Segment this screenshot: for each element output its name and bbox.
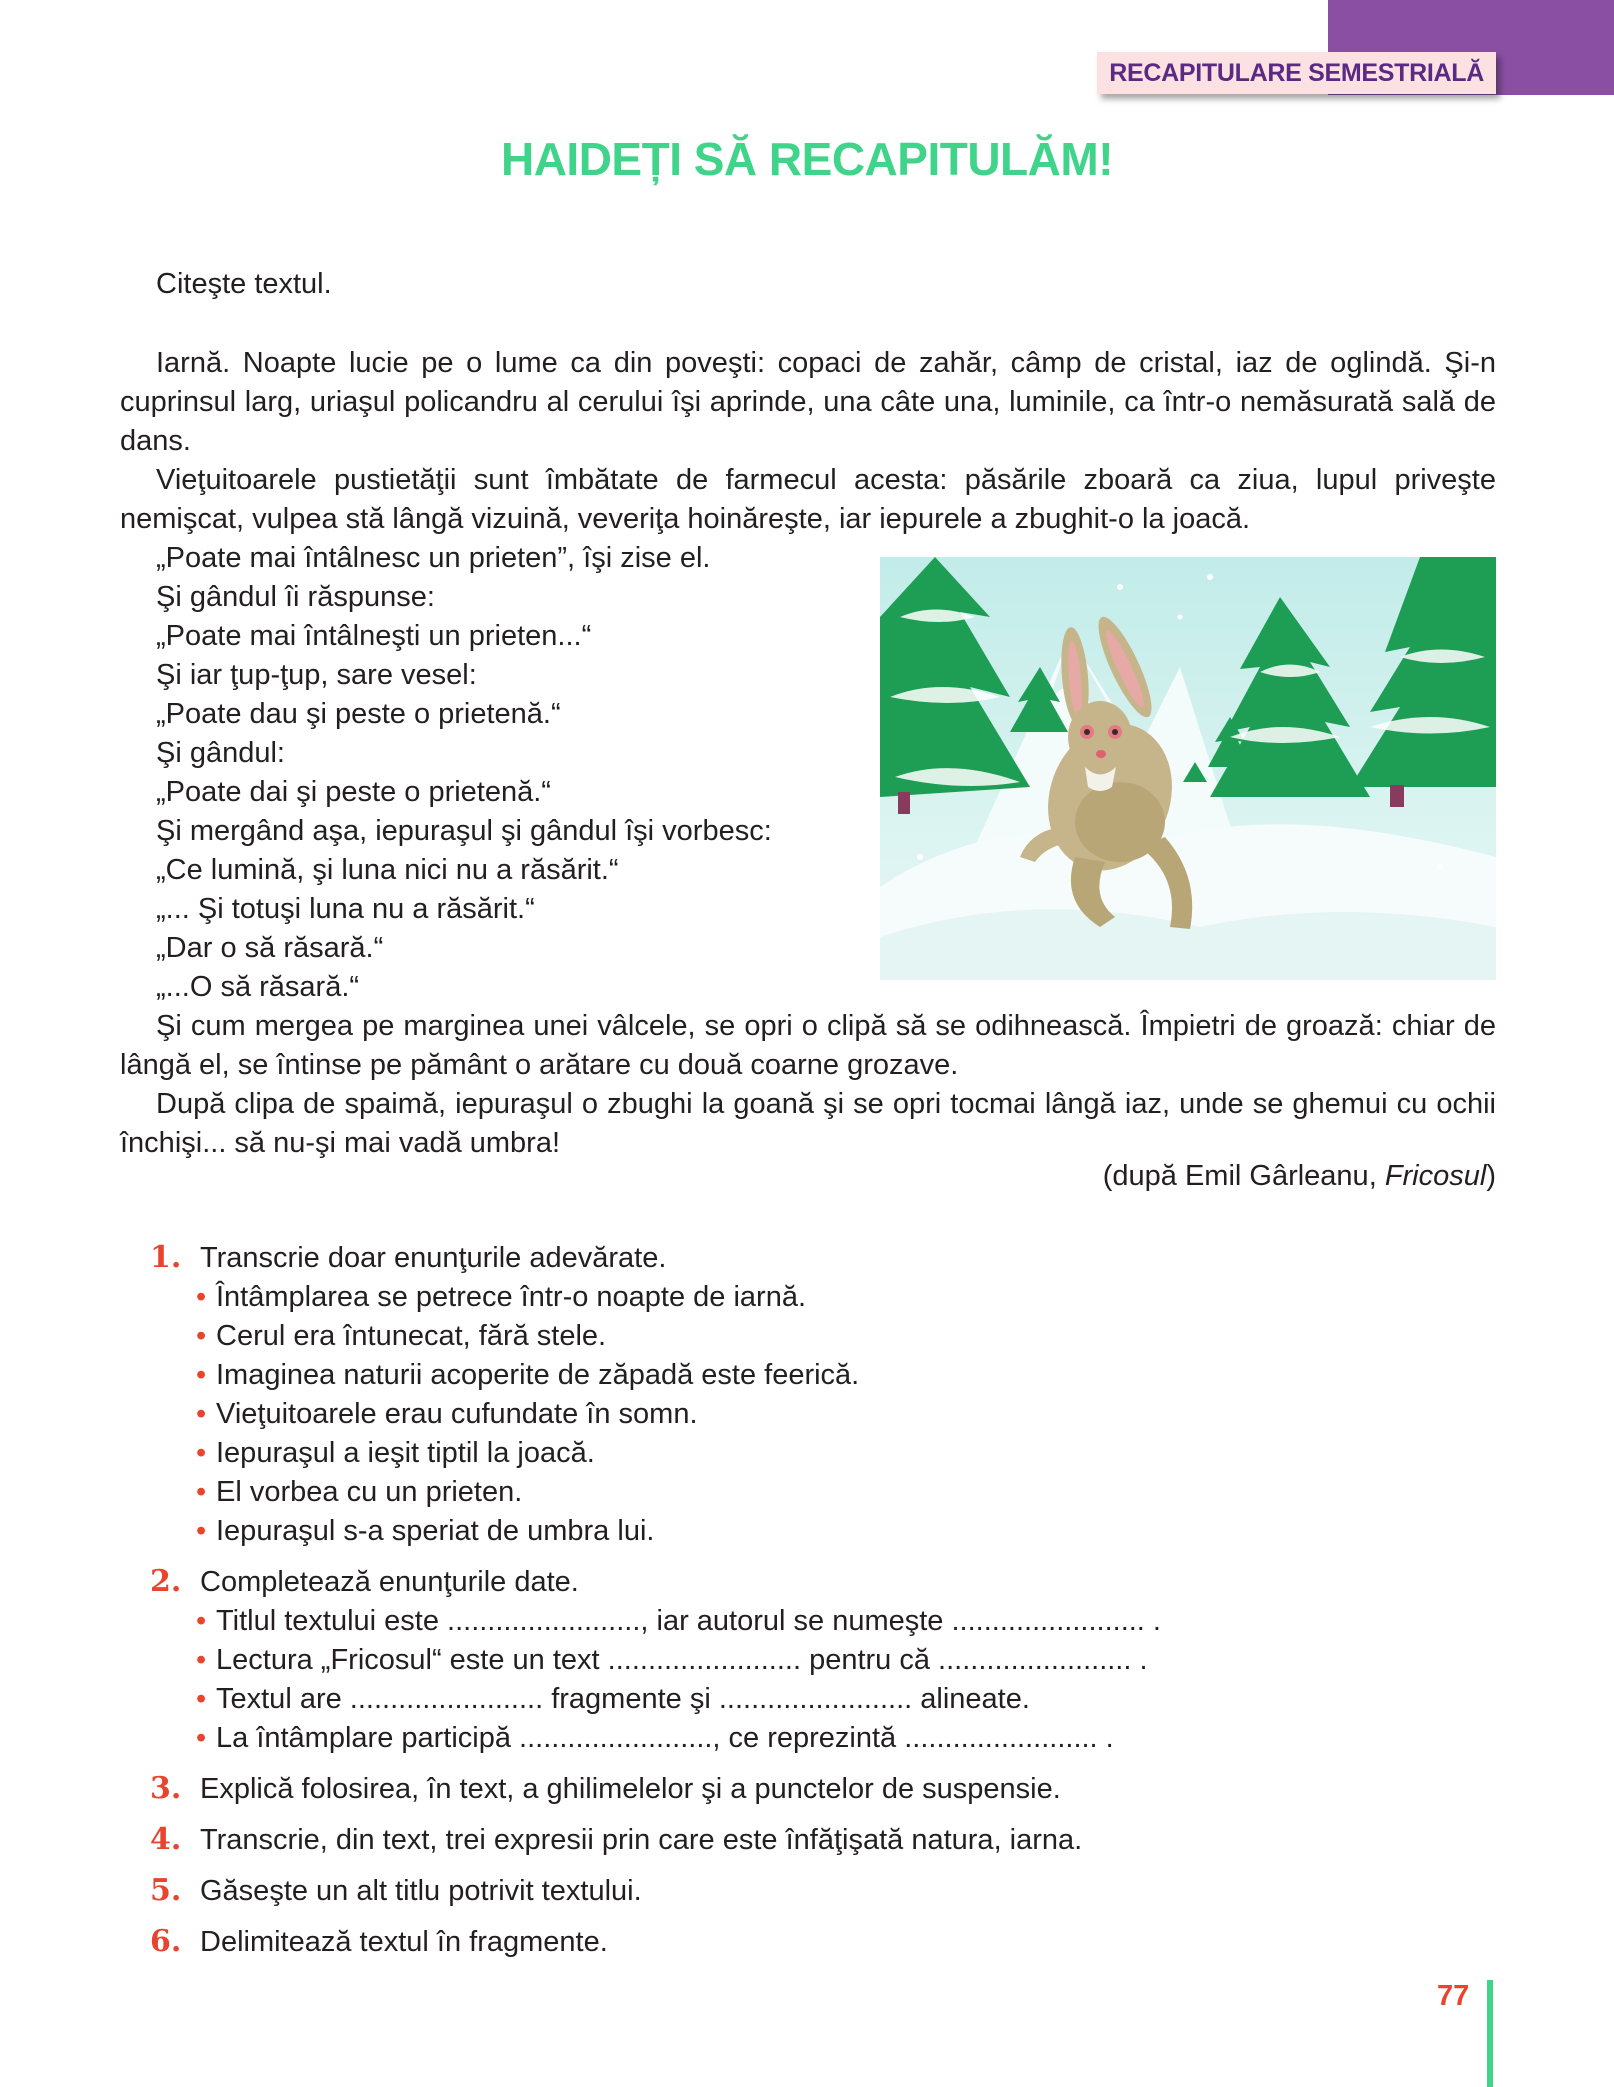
question-1 [150, 1238, 1490, 1551]
bullet-icon: • [196, 1605, 207, 1637]
dialogue-line: „Poate mai întâlnesc un prieten”, îşi zise el. [156, 542, 711, 574]
bullet-icon: • [196, 1398, 207, 1430]
source-title: Fricosul [1384, 1160, 1487, 1192]
bullet-icon: • [196, 1359, 207, 1391]
winter-rabbit-illustration [880, 557, 1496, 980]
bullet-icon: • [196, 1722, 207, 1754]
dialogue-line: Şi mergând aşa, iepuraşul şi gândul îşi vorbesc: [156, 815, 772, 847]
question-6 [150, 1922, 1490, 1962]
bullet-item [196, 1434, 1490, 1473]
bullet-text: El vorbea cu un prieten. [216, 1476, 523, 1508]
question-5 [150, 1871, 1490, 1911]
question-number: 2. [150, 1564, 182, 1599]
bullet-text: Lectura „Fricosul“ este un text ........................ pentru că ........................ . [216, 1644, 1148, 1676]
bullet-text: Întâmplarea se petrece într-o noapte de iarnă. [216, 1281, 807, 1313]
dialogue-line: Şi gândul îi răspunse: [156, 581, 435, 613]
page-number: 77 [1437, 1980, 1470, 2012]
bullet-item [196, 1278, 1490, 1317]
question-text: Completează enunţurile date. [200, 1566, 579, 1598]
question-3 [150, 1769, 1490, 1809]
bullet-item [196, 1356, 1490, 1395]
dialogue-line: „Poate dau şi peste o prietenă.“ [156, 698, 561, 730]
question-number: 5. [150, 1873, 182, 1908]
dialogue-line: „Dar o să răsară.“ [156, 932, 384, 964]
question-text: Găseşte un alt titlu potrivit textului. [200, 1875, 642, 1907]
bullet-icon: • [196, 1437, 207, 1469]
bullet-item [196, 1512, 1490, 1551]
bullet-text: Vieţuitoarele erau cufundate în somn. [216, 1398, 698, 1430]
story-paragraph: Vieţuitoarele pustietăţii sunt îmbătate de farmecul acesta: păsările zboară ca ziua, lupul priveşte nemişcat, vulpea stă lângă vizuină, veveriţa hoinăreşte, iar iepurele a zbughit-o la joacă. [120, 464, 1496, 535]
bullet-text: Cerul era întunecat, fără stele. [216, 1320, 607, 1352]
bullet-item [196, 1602, 1490, 1641]
bullet-icon: • [196, 1476, 207, 1508]
bullet-item [196, 1395, 1490, 1434]
dialogue-line: Şi gândul: [156, 737, 285, 769]
question-4 [150, 1820, 1490, 1860]
page-title: HAIDEȚI SĂ RECAPITULĂM! [500, 133, 1114, 185]
dialogue-line: „Poate dai şi peste o prietenă.“ [156, 776, 551, 808]
bullet-text: Imaginea naturii acoperite de zăpadă este feerică. [216, 1359, 860, 1391]
instruction-text: Citeşte textul. [156, 268, 332, 300]
dialogue-line: „...O să răsară.“ [156, 971, 360, 1003]
bullet-item [196, 1680, 1490, 1719]
question-text: Delimitează textul în fragmente. [200, 1926, 608, 1958]
bullet-item [196, 1473, 1490, 1512]
section-badge: RECAPITULARE SEMESTRIALĂ [1097, 52, 1496, 94]
bullet-icon: • [196, 1320, 207, 1352]
bullet-icon: • [196, 1281, 207, 1313]
story-paragraph: După clipa de spaimă, iepuraşul o zbughi la goană şi se opri tocmai lângă iaz, unde se ghemui cu ochii închişi... să nu-şi mai vadă umbra! [120, 1088, 1496, 1159]
story-paragraph: Şi cum mergea pe marginea unei vâlcele, se opri o clipă să se odihnească. Împietri de groază: chiar de lângă el, se întinse pe pământ o arătare cu două coarne grozave. [120, 1010, 1496, 1081]
page-number-bar [1487, 1980, 1493, 2087]
bullet-text: Iepuraşul s-a speriat de umbra lui. [216, 1515, 655, 1547]
question-number: 3. [150, 1771, 182, 1806]
bullet-item [196, 1641, 1490, 1680]
question-number: 1. [150, 1240, 182, 1275]
bullet-icon: • [196, 1683, 207, 1715]
bullet-text: Iepuraşul a ieşit tiptil la joacă. [216, 1437, 595, 1469]
dialogue-line: „Ce lumină, şi luna nici nu a răsărit.“ [156, 854, 619, 886]
question-number: 6. [150, 1924, 182, 1959]
dialogue-line: „Poate mai întâlneşti un prieten...“ [156, 620, 592, 652]
bullet-item [196, 1719, 1490, 1758]
dialogue-line: Şi iar ţup-ţup, sare vesel: [156, 659, 477, 691]
bullet-text: La întâmplare participă ........................, ce reprezintă ........................ . [216, 1722, 1114, 1754]
question-text: Transcrie doar enunţurile adevărate. [200, 1242, 667, 1274]
source-prefix: (după Emil Gârleanu, [1102, 1160, 1385, 1192]
question-2 [150, 1562, 1490, 1758]
question-text: Transcrie, din text, trei expresii prin care este înfăţişată natura, iarna. [200, 1824, 1083, 1856]
dialogue-line: „... Şi totuşi luna nu a răsărit.“ [156, 893, 535, 925]
question-number: 4. [150, 1822, 182, 1857]
questions-list [150, 1238, 1490, 1973]
bullet-icon: • [196, 1515, 207, 1547]
source-suffix: ) [1486, 1160, 1496, 1192]
question-text: Explică folosirea, în text, a ghilimelelor şi a punctelor de suspensie. [200, 1773, 1061, 1805]
bullet-icon: • [196, 1644, 207, 1676]
bullet-item [196, 1317, 1490, 1356]
story-paragraph: Iarnă. Noapte lucie pe o lume ca din poveşti: copaci de zahăr, câmp de cristal, iaz de oglindă. Şi-n cuprinsul larg, uriaşul policandru al cerului îşi aprinde, una câte una, luminile, ca într-o nemăsurată sală de dans. [120, 347, 1496, 457]
bullet-text: Titlul textului este ........................, iar autorul se numeşte ........................ . [216, 1605, 1161, 1637]
bullet-text: Textul are ........................ fragmente şi ........................ alineate. [216, 1683, 1030, 1715]
